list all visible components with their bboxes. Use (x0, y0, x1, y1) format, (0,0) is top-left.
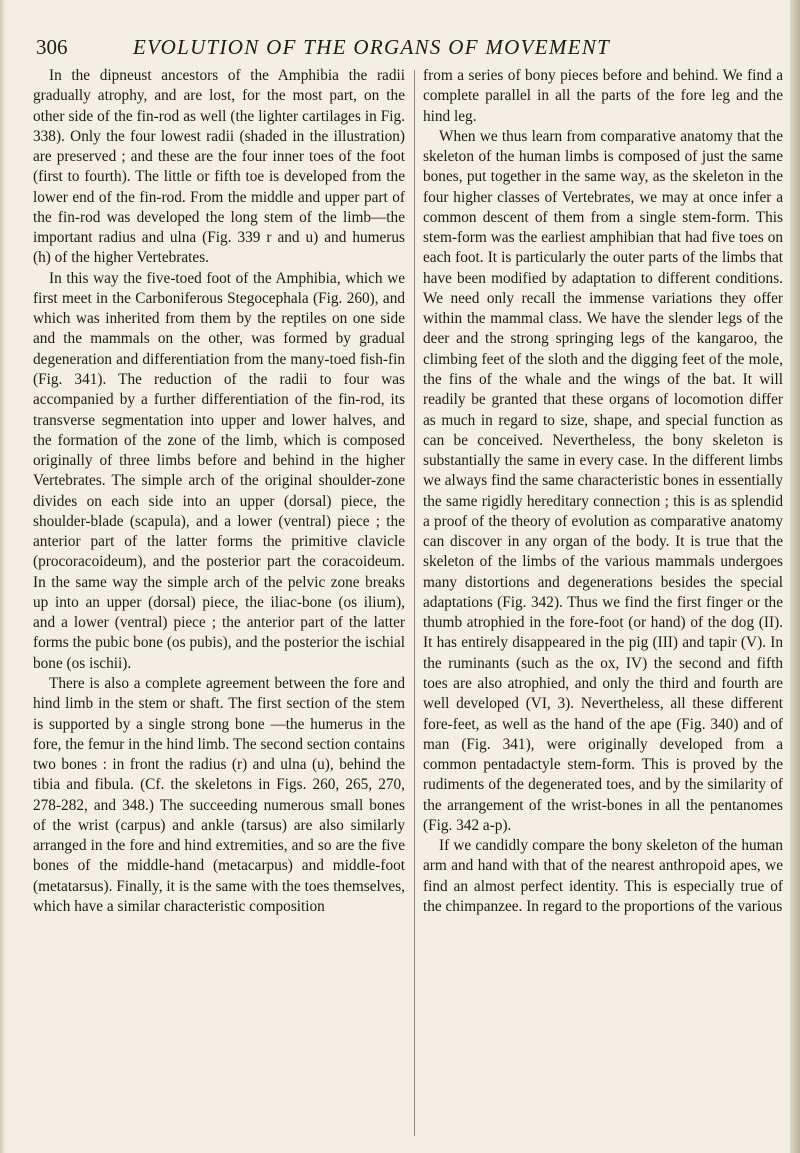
right-column (423, 66, 783, 1141)
page-header (36, 34, 766, 60)
paragraph-limb-agreement: There is also a complete agreement between the fore and hind limb in the stem or shaft. The first section of the stem is supported by a single strong bone —the humerus in the fore, the femur in the hind limb. The second section contains two bones : in front the radius (r) and ulna (u), behind the tibia and fibula. (Cf. the skeletons in Figs. 260, 265, 270, 278-282, and 348.) The succeeding numerous small bones of the wrist (carpus) and ankle (tarsus) are also similarly arranged in the fore and hind extremities, and so are the five bones of the middle-hand (metacarpus) and middle-foot (metatarsus). Finally, it is the same with the toes themselves, which have a similar characteristic composition (33, 674, 405, 915)
running-title: EVOLUTION OF THE ORGANS OF MOVEMENT (133, 35, 611, 59)
page-gutter-shadow (0, 0, 6, 1153)
paragraph-comparative-anatomy: When we thus learn from comparative anatomy that the skeleton of the human limbs is composed of just the same bones, put together in the same way, as the skeleton in the four higher classes of Vertebrates, we may at once infer a common descent of them from a single stem-form. This stem-form was the earliest amphibian that had five toes on each foot. It is particularly the outer parts of the limbs that have been modified by adaptation to different conditions. We need only recall the immense variations they offer within the mammal class. We have the slender legs of the deer and the strong springing legs of the kangaroo, the climbing feet of the sloth and the digging feet of the mole, the fins of the whale and the wings of the bat. It will readily be granted that these organs of locomotion differ as much in regard to size, shape, and special function as can be conceived. Nevertheless, the bony skeleton is substantially the same in every case. In the different limbs we always find the same characteristic bones in essentially the same rigidly hereditary connection ; this is as splendid a proof of the theory of evolution as comparative anatomy can discover in any organ of the body. It is true that the skeleton of the limbs of the various mammals undergoes many distortions and degenerations besides the special adaptations (Fig. 342). Thus we find the first finger or the thumb atrophied in the fore-foot (or hand) of the dog (II). It has entirely disappeared in the pig (III) and tapir (V). In the ruminants (such as the ox, IV) the second and fifth toes are also atrophied, and only the third and fourth are well developed (VI, 3). Nevertheless, all these different fore-feet, as well as the hand of the ape (Fig. 340) and of man (Fig. 341), were originally developed from a common pentadactyle stem-form. This is proved by the rudiments of the degenerated toes, and by the similarity of the arrangement of the wrist-bones in all the pentanomes (Fig. 342 a-p). (423, 127, 783, 834)
paragraph-anthropoid-comparison: If we candidly compare the bony skeleton of the human arm and hand with that of the nearest anthropoid apes, we find an almost perfect identity. This is especially true of the chimpanzee. In regard to the proportions of the various (423, 837, 783, 915)
paragraph-continuation: from a series of bony pieces before and behind. We find a complete parallel in all the parts of the fore leg and the hind leg. (423, 67, 783, 125)
paragraph-five-toed-foot: In this way the five-toed foot of the Amphibia, which we first meet in the Carboniferous Stegocephala (Fig. 260), and which was inherited from them by the reptiles on one side and the mammals on the other, was formed by gradual degeneration and differentiation from the many-toed fish-fin (Fig. 341). The reduction of the radii to four was accompanied by a further differentiation of the fin-rod, its transverse segmentation into upper and lower halves, and the formation of the zone of the limb, which is composed originally of three limbs before and behind in the higher Vertebrates. The simple arch of the original shoulder-zone divides on each side into an upper (dorsal) piece, the shoulder-blade (scapula), and a lower (ventral) piece ; the anterior part of the latter forms the primitive clavicle (procoracoideum), and the posterior part the coracoideum. In the same way the simple arch of the pelvic zone breaks up into an upper (dorsal) piece, the iliac-bone (os ilium), and a lower (ventral) piece ; the anterior part of the latter forms the pubic bone (os pubis), and the posterior the ischial bone (os ischii). (33, 269, 405, 672)
paragraph-radii-atrophy: In the dipneust ancestors of the Amphibia the radii gradually atrophy, and are lost, for the most part, on the other side of the fin-rod as well (the lighter cartilages in Fig. 338). Only the four lowest radii (shaded in the illustration) are preserved ; and these are the four inner toes of the foot (first to fourth). The little or fifth toe is developed from the lower end of the fin-rod. From the middle and upper part of the fin-rod was developed the long stem of the limb—the important radius and ulna (Fig. 339 r and u) and humerus (h) of the higher Vertebrates. (33, 67, 405, 267)
column-divider (414, 70, 415, 1136)
page-edge-shadow (790, 0, 800, 1153)
page-number: 306 (36, 35, 68, 59)
left-column (33, 66, 405, 1141)
